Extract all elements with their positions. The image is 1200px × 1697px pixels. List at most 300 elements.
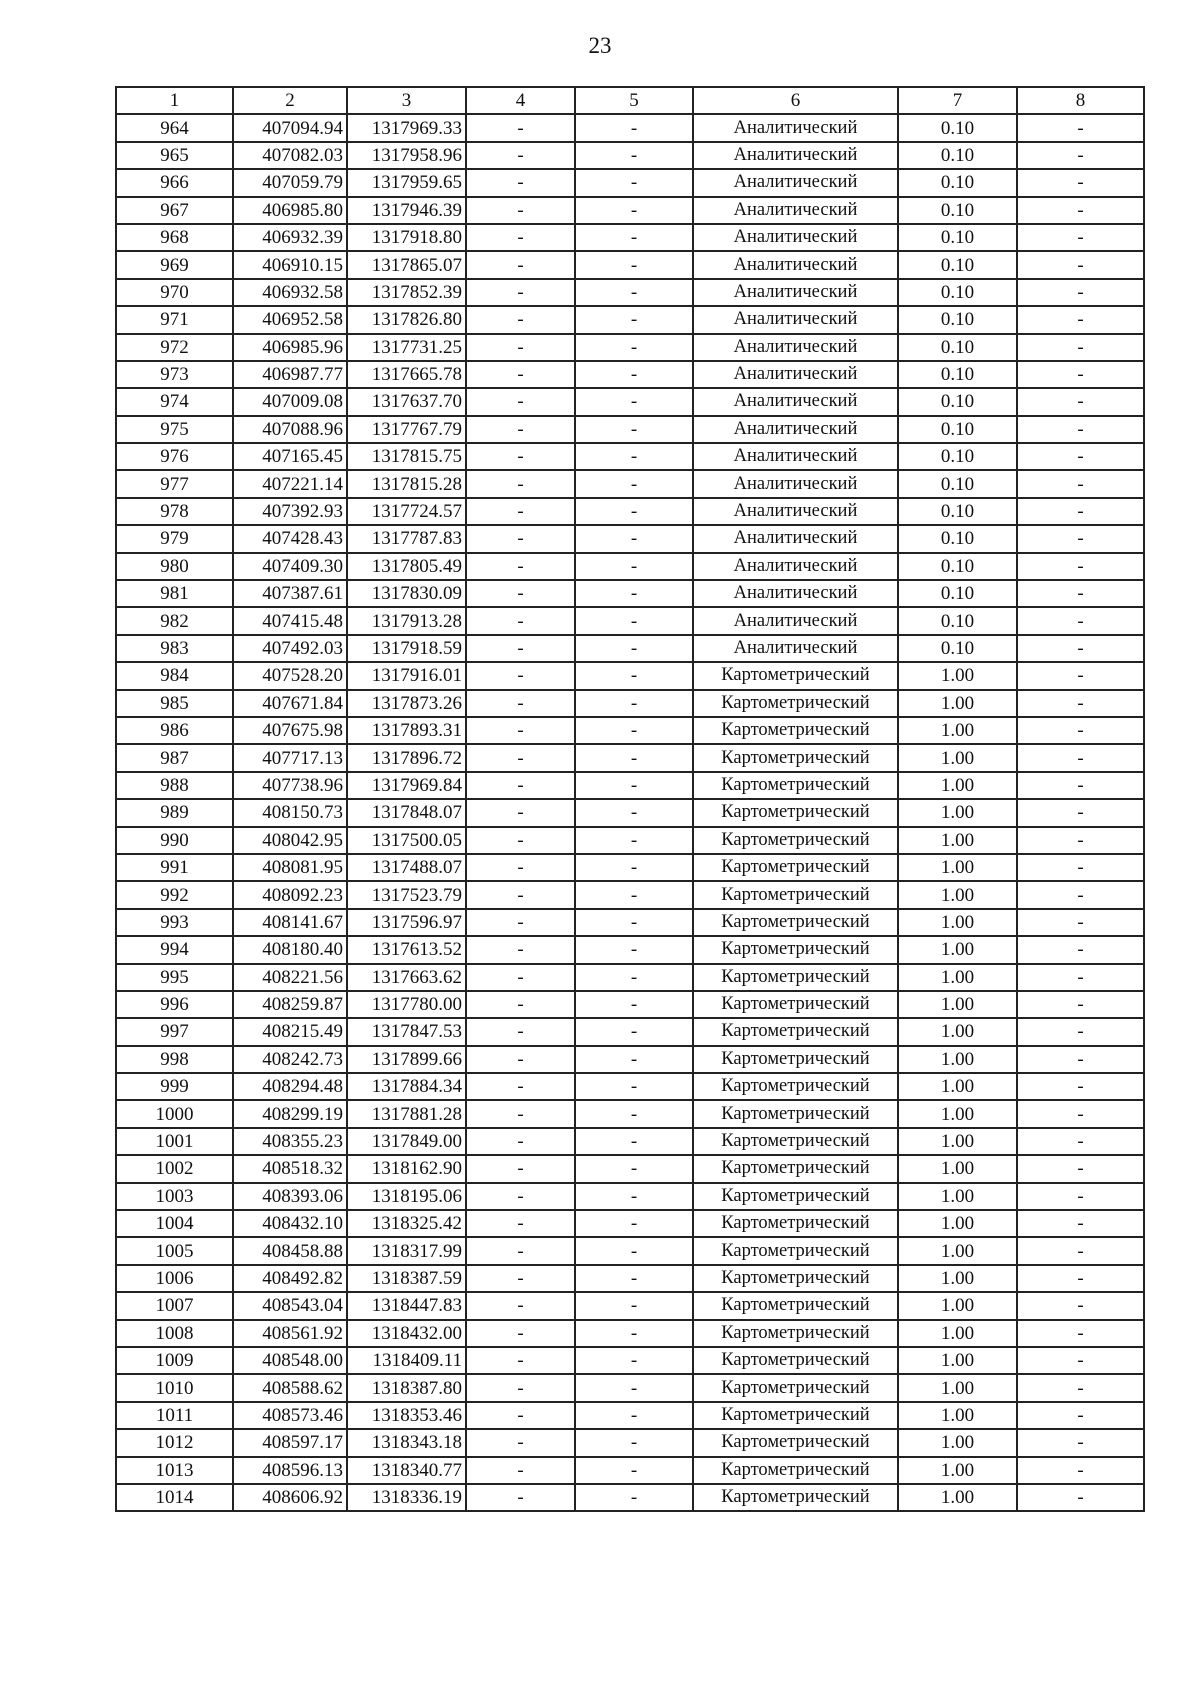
col-8-value-cell: -: [1017, 525, 1144, 552]
accuracy-cell: 0.10: [898, 361, 1017, 388]
col-8-value-cell: -: [1017, 662, 1144, 689]
x-coordinate-cell: 408573.46: [233, 1402, 347, 1429]
point-number-cell: 977: [116, 470, 233, 497]
col-5-value-cell: -: [575, 1429, 693, 1456]
accuracy-cell: 0.10: [898, 580, 1017, 607]
accuracy-cell: 1.00: [898, 1100, 1017, 1127]
col-4-value-cell: -: [466, 854, 575, 881]
col-5-value-cell: -: [575, 772, 693, 799]
col-8-value-cell: -: [1017, 306, 1144, 333]
col-4-value-cell: -: [466, 772, 575, 799]
col-8-value-cell: -: [1017, 607, 1144, 634]
col-5-value-cell: -: [575, 169, 693, 196]
x-coordinate-cell: 407082.03: [233, 142, 347, 169]
col-5-value-cell: -: [575, 306, 693, 333]
accuracy-cell: 0.10: [898, 470, 1017, 497]
accuracy-cell: 1.00: [898, 690, 1017, 717]
table-row: [116, 1347, 1144, 1374]
method-cell: Картометрический: [693, 1374, 898, 1401]
accuracy-cell: 0.10: [898, 498, 1017, 525]
col-5-value-cell: -: [575, 662, 693, 689]
x-coordinate-cell: 406985.96: [233, 334, 347, 361]
x-coordinate-cell: 407428.43: [233, 525, 347, 552]
y-coordinate-cell: 1317731.25: [347, 334, 466, 361]
col-5-value-cell: -: [575, 224, 693, 251]
accuracy-cell: 1.00: [898, 881, 1017, 908]
accuracy-cell: 0.10: [898, 553, 1017, 580]
x-coordinate-cell: 407415.48: [233, 607, 347, 634]
method-cell: Картометрический: [693, 1457, 898, 1484]
y-coordinate-cell: 1317523.79: [347, 881, 466, 908]
point-number-cell: 979: [116, 525, 233, 552]
col-5-value-cell: -: [575, 1374, 693, 1401]
col-5-value-cell: -: [575, 1320, 693, 1347]
table-row: [116, 881, 1144, 908]
accuracy-cell: 1.00: [898, 936, 1017, 963]
column-header: 1: [116, 87, 233, 114]
point-number-cell: 975: [116, 416, 233, 443]
col-8-value-cell: -: [1017, 251, 1144, 278]
method-cell: Картометрический: [693, 1210, 898, 1237]
method-cell: Картометрический: [693, 1292, 898, 1319]
point-number-cell: 967: [116, 197, 233, 224]
table-row: [116, 498, 1144, 525]
y-coordinate-cell: 1317969.33: [347, 114, 466, 141]
x-coordinate-cell: 407528.20: [233, 662, 347, 689]
accuracy-cell: 1.00: [898, 1320, 1017, 1347]
col-8-value-cell: -: [1017, 169, 1144, 196]
y-coordinate-cell: 1317805.49: [347, 553, 466, 580]
col-5-value-cell: -: [575, 1073, 693, 1100]
method-cell: Картометрический: [693, 1128, 898, 1155]
table-row: [116, 827, 1144, 854]
col-5-value-cell: -: [575, 580, 693, 607]
col-5-value-cell: -: [575, 251, 693, 278]
table-row: [116, 1484, 1144, 1511]
method-cell: Картометрический: [693, 690, 898, 717]
y-coordinate-cell: 1318353.46: [347, 1402, 466, 1429]
col-5-value-cell: -: [575, 827, 693, 854]
col-8-value-cell: -: [1017, 690, 1144, 717]
x-coordinate-cell: 407221.14: [233, 470, 347, 497]
y-coordinate-cell: 1317826.80: [347, 306, 466, 333]
table-row: [116, 361, 1144, 388]
method-cell: Аналитический: [693, 251, 898, 278]
col-5-value-cell: -: [575, 1183, 693, 1210]
col-5-value-cell: -: [575, 361, 693, 388]
point-number-cell: 988: [116, 772, 233, 799]
col-8-value-cell: -: [1017, 1402, 1144, 1429]
point-number-cell: 1001: [116, 1128, 233, 1155]
col-8-value-cell: -: [1017, 717, 1144, 744]
column-header: 4: [466, 87, 575, 114]
accuracy-cell: 0.10: [898, 279, 1017, 306]
table-row: [116, 991, 1144, 1018]
col-4-value-cell: -: [466, 1237, 575, 1264]
method-cell: Аналитический: [693, 388, 898, 415]
col-5-value-cell: -: [575, 1484, 693, 1511]
x-coordinate-cell: 407675.98: [233, 717, 347, 744]
y-coordinate-cell: 1317881.28: [347, 1100, 466, 1127]
table-row: [116, 553, 1144, 580]
col-4-value-cell: -: [466, 1100, 575, 1127]
table-body: [116, 114, 1144, 1511]
y-coordinate-cell: 1317596.97: [347, 909, 466, 936]
col-5-value-cell: -: [575, 279, 693, 306]
x-coordinate-cell: 408221.56: [233, 964, 347, 991]
col-4-value-cell: -: [466, 525, 575, 552]
col-8-value-cell: -: [1017, 1155, 1144, 1182]
accuracy-cell: 0.10: [898, 443, 1017, 470]
method-cell: Картометрический: [693, 772, 898, 799]
accuracy-cell: 1.00: [898, 1073, 1017, 1100]
point-number-cell: 1011: [116, 1402, 233, 1429]
point-number-cell: 998: [116, 1046, 233, 1073]
col-8-value-cell: -: [1017, 197, 1144, 224]
y-coordinate-cell: 1317852.39: [347, 279, 466, 306]
table-row: [116, 1210, 1144, 1237]
col-4-value-cell: -: [466, 279, 575, 306]
table-row: [116, 1374, 1144, 1401]
col-8-value-cell: -: [1017, 279, 1144, 306]
x-coordinate-cell: 408092.23: [233, 881, 347, 908]
col-4-value-cell: -: [466, 1155, 575, 1182]
col-4-value-cell: -: [466, 142, 575, 169]
y-coordinate-cell: 1317958.96: [347, 142, 466, 169]
col-5-value-cell: -: [575, 1155, 693, 1182]
x-coordinate-cell: 408596.13: [233, 1457, 347, 1484]
accuracy-cell: 0.10: [898, 224, 1017, 251]
col-8-value-cell: -: [1017, 388, 1144, 415]
col-5-value-cell: -: [575, 1402, 693, 1429]
x-coordinate-cell: 407088.96: [233, 416, 347, 443]
col-5-value-cell: -: [575, 1457, 693, 1484]
point-number-cell: 1012: [116, 1429, 233, 1456]
accuracy-cell: 0.10: [898, 306, 1017, 333]
col-5-value-cell: -: [575, 744, 693, 771]
y-coordinate-cell: 1317830.09: [347, 580, 466, 607]
accuracy-cell: 1.00: [898, 854, 1017, 881]
accuracy-cell: 1.00: [898, 1429, 1017, 1456]
col-4-value-cell: -: [466, 662, 575, 689]
x-coordinate-cell: 408492.82: [233, 1265, 347, 1292]
method-cell: Аналитический: [693, 142, 898, 169]
y-coordinate-cell: 1317787.83: [347, 525, 466, 552]
y-coordinate-cell: 1317918.59: [347, 635, 466, 662]
col-8-value-cell: -: [1017, 799, 1144, 826]
table-row: [116, 1237, 1144, 1264]
col-8-value-cell: -: [1017, 1347, 1144, 1374]
x-coordinate-cell: 406910.15: [233, 251, 347, 278]
accuracy-cell: 1.00: [898, 909, 1017, 936]
y-coordinate-cell: 1317637.70: [347, 388, 466, 415]
col-4-value-cell: -: [466, 1292, 575, 1319]
method-cell: Аналитический: [693, 279, 898, 306]
col-5-value-cell: -: [575, 635, 693, 662]
point-number-cell: 982: [116, 607, 233, 634]
method-cell: Картометрический: [693, 744, 898, 771]
y-coordinate-cell: 1317899.66: [347, 1046, 466, 1073]
accuracy-cell: 1.00: [898, 1210, 1017, 1237]
table-row: [116, 1429, 1144, 1456]
table-row: [116, 224, 1144, 251]
y-coordinate-cell: 1318325.42: [347, 1210, 466, 1237]
col-4-value-cell: -: [466, 909, 575, 936]
col-5-value-cell: -: [575, 1046, 693, 1073]
col-8-value-cell: -: [1017, 1210, 1144, 1237]
col-5-value-cell: -: [575, 443, 693, 470]
col-4-value-cell: -: [466, 361, 575, 388]
method-cell: Картометрический: [693, 1018, 898, 1045]
x-coordinate-cell: 408242.73: [233, 1046, 347, 1073]
table-row: [116, 142, 1144, 169]
col-4-value-cell: -: [466, 1046, 575, 1073]
col-4-value-cell: -: [466, 498, 575, 525]
col-8-value-cell: -: [1017, 881, 1144, 908]
col-4-value-cell: -: [466, 114, 575, 141]
table-row: [116, 169, 1144, 196]
col-8-value-cell: -: [1017, 361, 1144, 388]
method-cell: Аналитический: [693, 114, 898, 141]
method-cell: Картометрический: [693, 1237, 898, 1264]
accuracy-cell: 1.00: [898, 1128, 1017, 1155]
method-cell: Картометрический: [693, 1073, 898, 1100]
accuracy-cell: 1.00: [898, 662, 1017, 689]
col-5-value-cell: -: [575, 607, 693, 634]
y-coordinate-cell: 1318317.99: [347, 1237, 466, 1264]
col-4-value-cell: -: [466, 1018, 575, 1045]
col-4-value-cell: -: [466, 169, 575, 196]
x-coordinate-cell: 408215.49: [233, 1018, 347, 1045]
x-coordinate-cell: 407094.94: [233, 114, 347, 141]
method-cell: Картометрический: [693, 881, 898, 908]
col-4-value-cell: -: [466, 827, 575, 854]
col-5-value-cell: -: [575, 909, 693, 936]
y-coordinate-cell: 1317946.39: [347, 197, 466, 224]
col-8-value-cell: -: [1017, 772, 1144, 799]
col-8-value-cell: -: [1017, 114, 1144, 141]
method-cell: Картометрический: [693, 1402, 898, 1429]
y-coordinate-cell: 1317613.52: [347, 936, 466, 963]
point-number-cell: 1004: [116, 1210, 233, 1237]
column-header: 5: [575, 87, 693, 114]
col-8-value-cell: -: [1017, 1292, 1144, 1319]
method-cell: Картометрический: [693, 1429, 898, 1456]
accuracy-cell: 1.00: [898, 717, 1017, 744]
point-number-cell: 980: [116, 553, 233, 580]
y-coordinate-cell: 1317780.00: [347, 991, 466, 1018]
y-coordinate-cell: 1318447.83: [347, 1292, 466, 1319]
col-4-value-cell: -: [466, 799, 575, 826]
col-8-value-cell: -: [1017, 1183, 1144, 1210]
point-number-cell: 1003: [116, 1183, 233, 1210]
y-coordinate-cell: 1318409.11: [347, 1347, 466, 1374]
col-8-value-cell: -: [1017, 635, 1144, 662]
x-coordinate-cell: 406985.80: [233, 197, 347, 224]
point-number-cell: 1007: [116, 1292, 233, 1319]
x-coordinate-cell: 408458.88: [233, 1237, 347, 1264]
point-number-cell: 964: [116, 114, 233, 141]
col-8-value-cell: -: [1017, 854, 1144, 881]
table-row: [116, 470, 1144, 497]
col-4-value-cell: -: [466, 1484, 575, 1511]
method-cell: Картометрический: [693, 964, 898, 991]
y-coordinate-cell: 1317663.62: [347, 964, 466, 991]
table-row: [116, 1018, 1144, 1045]
accuracy-cell: 0.10: [898, 388, 1017, 415]
col-5-value-cell: -: [575, 1292, 693, 1319]
accuracy-cell: 1.00: [898, 772, 1017, 799]
point-number-cell: 992: [116, 881, 233, 908]
point-number-cell: 970: [116, 279, 233, 306]
method-cell: Картометрический: [693, 936, 898, 963]
method-cell: Аналитический: [693, 607, 898, 634]
x-coordinate-cell: 408597.17: [233, 1429, 347, 1456]
col-8-value-cell: -: [1017, 1374, 1144, 1401]
y-coordinate-cell: 1317488.07: [347, 854, 466, 881]
table-row: [116, 1073, 1144, 1100]
col-5-value-cell: -: [575, 881, 693, 908]
accuracy-cell: 1.00: [898, 1402, 1017, 1429]
table-row: [116, 388, 1144, 415]
y-coordinate-cell: 1317893.31: [347, 717, 466, 744]
col-8-value-cell: -: [1017, 1457, 1144, 1484]
col-4-value-cell: -: [466, 224, 575, 251]
y-coordinate-cell: 1318195.06: [347, 1183, 466, 1210]
col-4-value-cell: -: [466, 416, 575, 443]
x-coordinate-cell: 408299.19: [233, 1100, 347, 1127]
x-coordinate-cell: 408355.23: [233, 1128, 347, 1155]
y-coordinate-cell: 1317815.28: [347, 470, 466, 497]
table-row: [116, 580, 1144, 607]
point-number-cell: 1010: [116, 1374, 233, 1401]
method-cell: Аналитический: [693, 169, 898, 196]
method-cell: Аналитический: [693, 580, 898, 607]
point-number-cell: 972: [116, 334, 233, 361]
x-coordinate-cell: 407165.45: [233, 443, 347, 470]
method-cell: Картометрический: [693, 854, 898, 881]
col-4-value-cell: -: [466, 443, 575, 470]
table-row: [116, 334, 1144, 361]
accuracy-cell: 0.10: [898, 197, 1017, 224]
method-cell: Картометрический: [693, 991, 898, 1018]
x-coordinate-cell: 408561.92: [233, 1320, 347, 1347]
x-coordinate-cell: 406932.58: [233, 279, 347, 306]
method-cell: Аналитический: [693, 361, 898, 388]
x-coordinate-cell: 407738.96: [233, 772, 347, 799]
x-coordinate-cell: 408393.06: [233, 1183, 347, 1210]
x-coordinate-cell: 408081.95: [233, 854, 347, 881]
col-5-value-cell: -: [575, 1347, 693, 1374]
col-4-value-cell: -: [466, 251, 575, 278]
point-number-cell: 976: [116, 443, 233, 470]
point-number-cell: 965: [116, 142, 233, 169]
col-4-value-cell: -: [466, 881, 575, 908]
col-4-value-cell: -: [466, 306, 575, 333]
point-number-cell: 1009: [116, 1347, 233, 1374]
table-row: [116, 1265, 1144, 1292]
col-8-value-cell: -: [1017, 224, 1144, 251]
col-8-value-cell: -: [1017, 1046, 1144, 1073]
col-5-value-cell: -: [575, 416, 693, 443]
x-coordinate-cell: 408606.92: [233, 1484, 347, 1511]
table-row: [116, 1155, 1144, 1182]
x-coordinate-cell: 407009.08: [233, 388, 347, 415]
col-8-value-cell: -: [1017, 1320, 1144, 1347]
col-8-value-cell: -: [1017, 580, 1144, 607]
col-4-value-cell: -: [466, 1183, 575, 1210]
col-4-value-cell: -: [466, 1374, 575, 1401]
method-cell: Аналитический: [693, 334, 898, 361]
x-coordinate-cell: 407717.13: [233, 744, 347, 771]
table-row: [116, 1128, 1144, 1155]
x-coordinate-cell: 407387.61: [233, 580, 347, 607]
method-cell: Аналитический: [693, 525, 898, 552]
point-number-cell: 987: [116, 744, 233, 771]
coordinates-table: [115, 86, 1145, 1512]
col-8-value-cell: -: [1017, 1237, 1144, 1264]
y-coordinate-cell: 1318432.00: [347, 1320, 466, 1347]
accuracy-cell: 0.10: [898, 635, 1017, 662]
y-coordinate-cell: 1317959.65: [347, 169, 466, 196]
x-coordinate-cell: 408150.73: [233, 799, 347, 826]
col-4-value-cell: -: [466, 1429, 575, 1456]
x-coordinate-cell: 408042.95: [233, 827, 347, 854]
column-header: 3: [347, 87, 466, 114]
x-coordinate-cell: 407059.79: [233, 169, 347, 196]
point-number-cell: 1000: [116, 1100, 233, 1127]
column-header: 2: [233, 87, 347, 114]
method-cell: Аналитический: [693, 553, 898, 580]
col-5-value-cell: -: [575, 799, 693, 826]
table-row: [116, 662, 1144, 689]
col-5-value-cell: -: [575, 553, 693, 580]
accuracy-cell: 0.10: [898, 416, 1017, 443]
y-coordinate-cell: 1317916.01: [347, 662, 466, 689]
method-cell: Аналитический: [693, 635, 898, 662]
x-coordinate-cell: 406932.39: [233, 224, 347, 251]
page-number: 23: [588, 33, 612, 58]
x-coordinate-cell: 408548.00: [233, 1347, 347, 1374]
accuracy-cell: 1.00: [898, 827, 1017, 854]
table-row: [116, 1100, 1144, 1127]
point-number-cell: 989: [116, 799, 233, 826]
table-row: [116, 197, 1144, 224]
table-header-row: [116, 87, 1144, 114]
x-coordinate-cell: 408432.10: [233, 1210, 347, 1237]
point-number-cell: 990: [116, 827, 233, 854]
table-row: [116, 279, 1144, 306]
point-number-cell: 994: [116, 936, 233, 963]
x-coordinate-cell: 408141.67: [233, 909, 347, 936]
col-8-value-cell: -: [1017, 142, 1144, 169]
col-5-value-cell: -: [575, 936, 693, 963]
accuracy-cell: 1.00: [898, 1292, 1017, 1319]
col-4-value-cell: -: [466, 1210, 575, 1237]
x-coordinate-cell: 407409.30: [233, 553, 347, 580]
col-8-value-cell: -: [1017, 991, 1144, 1018]
col-4-value-cell: -: [466, 1457, 575, 1484]
y-coordinate-cell: 1318336.19: [347, 1484, 466, 1511]
point-number-cell: 996: [116, 991, 233, 1018]
point-number-cell: 1014: [116, 1484, 233, 1511]
y-coordinate-cell: 1317884.34: [347, 1073, 466, 1100]
accuracy-cell: 1.00: [898, 1374, 1017, 1401]
point-number-cell: 997: [116, 1018, 233, 1045]
col-8-value-cell: -: [1017, 553, 1144, 580]
table-row: [116, 909, 1144, 936]
y-coordinate-cell: 1317896.72: [347, 744, 466, 771]
